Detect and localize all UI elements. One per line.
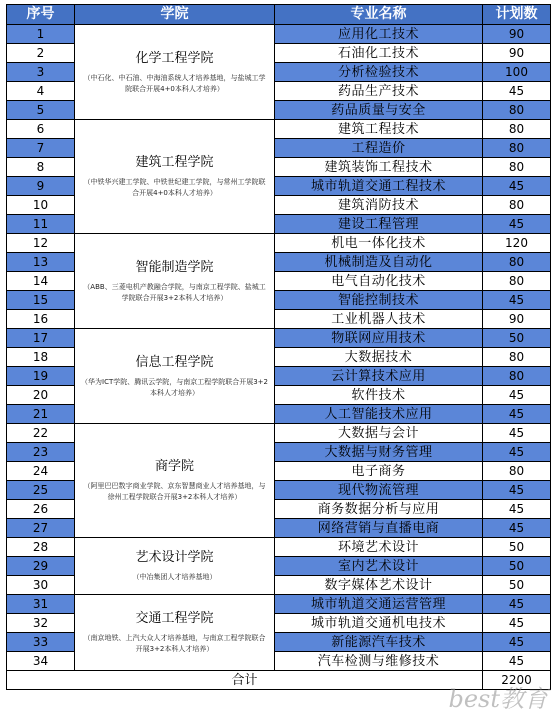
plan-cell: 90 bbox=[483, 44, 551, 63]
plan-cell: 45 bbox=[483, 386, 551, 405]
plan-cell: 45 bbox=[483, 291, 551, 310]
seq-cell: 3 bbox=[7, 63, 75, 82]
table-row bbox=[7, 329, 551, 348]
major-cell: 人工智能技术应用 bbox=[275, 405, 483, 424]
plan-cell: 45 bbox=[483, 443, 551, 462]
college-note: （中冶集团人才培养基地） bbox=[132, 573, 217, 581]
seq-cell: 17 bbox=[7, 329, 75, 348]
college-cell bbox=[75, 424, 275, 538]
plan-cell: 50 bbox=[483, 329, 551, 348]
plan-cell: 80 bbox=[483, 158, 551, 177]
major-cell: 分析检验技术 bbox=[275, 63, 483, 82]
major-cell: 现代物流管理 bbox=[275, 481, 483, 500]
major-cell: 工程造价 bbox=[275, 139, 483, 158]
table-row bbox=[7, 595, 551, 614]
seq-cell: 26 bbox=[7, 500, 75, 519]
major-cell: 药品质量与安全 bbox=[275, 101, 483, 120]
seq-cell: 30 bbox=[7, 576, 75, 595]
major-cell: 应用化工技术 bbox=[275, 25, 483, 44]
plan-cell: 80 bbox=[483, 348, 551, 367]
plan-cell: 45 bbox=[483, 500, 551, 519]
major-cell: 药品生产技术 bbox=[275, 82, 483, 101]
major-cell: 大数据与会计 bbox=[275, 424, 483, 443]
plan-cell: 80 bbox=[483, 272, 551, 291]
college-name: 化学工程学院 bbox=[135, 50, 214, 66]
plan-cell: 45 bbox=[483, 82, 551, 101]
table-row bbox=[7, 234, 551, 253]
major-cell: 建筑装饰工程技术 bbox=[275, 158, 483, 177]
header-college: 学院 bbox=[75, 5, 275, 25]
major-cell: 大数据与财务管理 bbox=[275, 443, 483, 462]
seq-cell: 33 bbox=[7, 633, 75, 652]
plan-cell: 45 bbox=[483, 424, 551, 443]
seq-cell: 6 bbox=[7, 120, 75, 139]
college-note: （南京地铁、上汽大众人才培养基地，与南京工程学院联合开展3+2本科人才培养） bbox=[83, 634, 266, 653]
table-row bbox=[7, 120, 551, 139]
table-row bbox=[7, 25, 551, 44]
total-row bbox=[7, 671, 551, 690]
seq-cell: 27 bbox=[7, 519, 75, 538]
college-cell bbox=[75, 120, 275, 234]
seq-cell: 20 bbox=[7, 386, 75, 405]
plan-cell: 45 bbox=[483, 652, 551, 671]
college-note: （阿里巴巴数字商业学院、京东智慧商业人才培养基地，与徐州工程学院联合开展3+2本科人才培养） bbox=[83, 482, 266, 501]
major-cell: 建筑消防技术 bbox=[275, 196, 483, 215]
plan-cell: 90 bbox=[483, 310, 551, 329]
plan-cell: 80 bbox=[483, 139, 551, 158]
table-row bbox=[7, 538, 551, 557]
plan-cell: 100 bbox=[483, 63, 551, 82]
major-cell: 环境艺术设计 bbox=[275, 538, 483, 557]
watermark-logo: best教育 bbox=[448, 685, 548, 713]
enrollment-plan-table bbox=[6, 4, 551, 690]
major-cell: 数字媒体艺术设计 bbox=[275, 576, 483, 595]
seq-cell: 8 bbox=[7, 158, 75, 177]
seq-cell: 7 bbox=[7, 139, 75, 158]
major-cell: 城市轨道交通工程技术 bbox=[275, 177, 483, 196]
college-note: （ABB、三菱电机产教融合学院，与南京工程学院、盐城工学院联合开展3+2本科人才培养） bbox=[83, 282, 266, 302]
seq-cell: 21 bbox=[7, 405, 75, 424]
seq-cell: 24 bbox=[7, 462, 75, 481]
plan-cell: 80 bbox=[483, 196, 551, 215]
major-cell: 物联网应用技术 bbox=[275, 329, 483, 348]
major-cell: 城市轨道交通机电技术 bbox=[275, 614, 483, 633]
college-cell bbox=[75, 329, 275, 424]
seq-cell: 25 bbox=[7, 481, 75, 500]
major-cell: 室内艺术设计 bbox=[275, 557, 483, 576]
seq-cell: 2 bbox=[7, 44, 75, 63]
plan-cell: 45 bbox=[483, 614, 551, 633]
seq-cell: 19 bbox=[7, 367, 75, 386]
major-cell: 石油化工技术 bbox=[275, 44, 483, 63]
seq-cell: 22 bbox=[7, 424, 75, 443]
seq-cell: 5 bbox=[7, 101, 75, 120]
plan-cell: 80 bbox=[483, 462, 551, 481]
header-major: 专业名称 bbox=[275, 5, 483, 25]
seq-cell: 11 bbox=[7, 215, 75, 234]
college-cell bbox=[75, 25, 275, 120]
major-cell: 大数据技术 bbox=[275, 348, 483, 367]
seq-cell: 18 bbox=[7, 348, 75, 367]
table-row bbox=[7, 424, 551, 443]
total-label: 合计 bbox=[7, 671, 483, 690]
seq-cell: 4 bbox=[7, 82, 75, 101]
major-cell: 机械制造及自动化 bbox=[275, 253, 483, 272]
college-cell bbox=[75, 234, 275, 329]
plan-cell: 45 bbox=[483, 405, 551, 424]
major-cell: 机电一体化技术 bbox=[275, 234, 483, 253]
seq-cell: 12 bbox=[7, 234, 75, 253]
seq-cell: 32 bbox=[7, 614, 75, 633]
college-name: 商学院 bbox=[154, 459, 194, 474]
major-cell: 建设工程管理 bbox=[275, 215, 483, 234]
plan-cell: 120 bbox=[483, 234, 551, 253]
plan-cell: 45 bbox=[483, 481, 551, 500]
seq-cell: 23 bbox=[7, 443, 75, 462]
header-seq: 序号 bbox=[7, 5, 75, 25]
college-cell bbox=[75, 595, 275, 671]
plan-cell: 50 bbox=[483, 538, 551, 557]
plan-cell: 80 bbox=[483, 253, 551, 272]
plan-cell: 80 bbox=[483, 120, 551, 139]
plan-cell: 80 bbox=[483, 101, 551, 120]
college-note: （中石化、中石油、中海油系统人才培养基地，与盐城工学院联合开展4+0本科人才培养） bbox=[83, 73, 266, 93]
major-cell: 建筑工程技术 bbox=[275, 120, 483, 139]
seq-cell: 29 bbox=[7, 557, 75, 576]
seq-cell: 15 bbox=[7, 291, 75, 310]
plan-cell: 45 bbox=[483, 215, 551, 234]
major-cell: 汽车检测与维修技术 bbox=[275, 652, 483, 671]
major-cell: 商务数据分析与应用 bbox=[275, 500, 483, 519]
major-cell: 新能源汽车技术 bbox=[275, 633, 483, 652]
seq-cell: 10 bbox=[7, 196, 75, 215]
plan-cell: 50 bbox=[483, 576, 551, 595]
table-body bbox=[7, 25, 551, 671]
plan-cell: 80 bbox=[483, 367, 551, 386]
seq-cell: 16 bbox=[7, 310, 75, 329]
seq-cell: 34 bbox=[7, 652, 75, 671]
seq-cell: 1 bbox=[7, 25, 75, 44]
total-value: 2200 bbox=[483, 671, 551, 690]
plan-cell: 45 bbox=[483, 595, 551, 614]
header-plan: 计划数 bbox=[483, 5, 551, 25]
major-cell: 工业机器人技术 bbox=[275, 310, 483, 329]
seq-cell: 9 bbox=[7, 177, 75, 196]
major-cell: 智能控制技术 bbox=[275, 291, 483, 310]
seq-cell: 14 bbox=[7, 272, 75, 291]
college-name: 智能制造学院 bbox=[135, 259, 214, 275]
plan-cell: 50 bbox=[483, 557, 551, 576]
major-cell: 网络营销与直播电商 bbox=[275, 519, 483, 538]
seq-cell: 31 bbox=[7, 595, 75, 614]
college-name: 交通工程学院 bbox=[135, 611, 214, 626]
major-cell: 城市轨道交通运营管理 bbox=[275, 595, 483, 614]
college-name: 信息工程学院 bbox=[135, 354, 214, 370]
major-cell: 软件技术 bbox=[275, 386, 483, 405]
seq-cell: 28 bbox=[7, 538, 75, 557]
college-note: （华为ICT学院、腾讯云学院，与南京工程学院联合开展3+2本科人才培养） bbox=[81, 377, 268, 397]
plan-cell: 90 bbox=[483, 25, 551, 44]
college-name: 艺术设计学院 bbox=[135, 550, 214, 565]
college-note: （中铁华兴建工学院、中铁世纪建工学院，与常州工学院联合开展4+0本科人才培养） bbox=[83, 178, 266, 197]
plan-cell: 45 bbox=[483, 633, 551, 652]
header-row bbox=[7, 5, 551, 25]
major-cell: 云计算技术应用 bbox=[275, 367, 483, 386]
plan-cell: 45 bbox=[483, 519, 551, 538]
seq-cell: 13 bbox=[7, 253, 75, 272]
college-name: 建筑工程学院 bbox=[135, 155, 214, 170]
major-cell: 电气自动化技术 bbox=[275, 272, 483, 291]
major-cell: 电子商务 bbox=[275, 462, 483, 481]
plan-cell: 45 bbox=[483, 177, 551, 196]
college-cell bbox=[75, 538, 275, 595]
